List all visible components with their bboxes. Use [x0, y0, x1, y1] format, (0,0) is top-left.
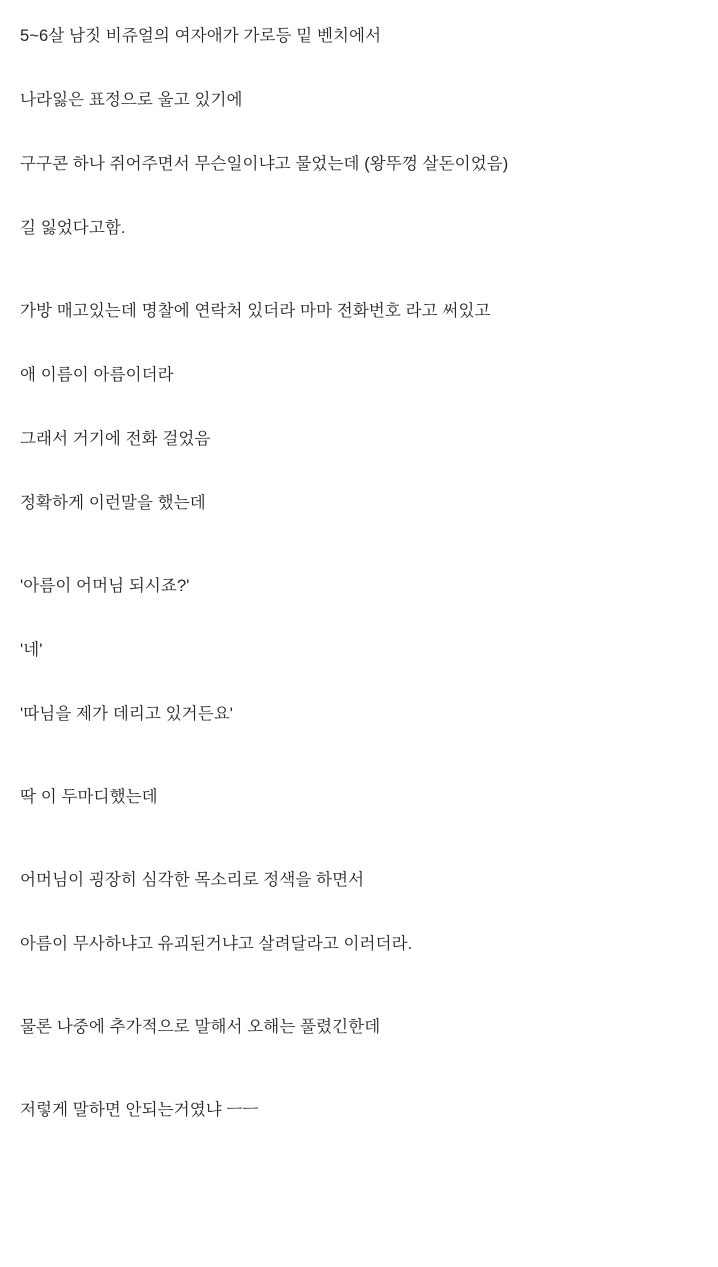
text-line: '아름이 어머님 되시죠?' [20, 577, 190, 595]
line-spacer [20, 322, 698, 365]
line-spacer [20, 1038, 698, 1100]
line-spacer [20, 661, 698, 704]
line-spacer [20, 175, 698, 218]
text-line: 5~6살 남짓 비쥬얼의 여자애가 가로등 밑 벤치에서 [20, 27, 382, 45]
line-spacer [20, 386, 698, 429]
text-line: 그래서 거기에 전화 걸었음 [20, 430, 211, 448]
line-spacer [20, 597, 698, 640]
line-spacer [20, 808, 698, 870]
line-spacer [20, 239, 698, 301]
post-body [20, 26, 698, 1121]
text-line: 딱 이 두마디했는데 [20, 788, 158, 806]
line-spacer [20, 955, 698, 1017]
text-line: 가방 매고있는데 명찰에 연락처 있더라 마마 전화번호 라고 써있고 [20, 302, 491, 320]
text-line: '따님을 제가 데리고 있거든요' [20, 705, 234, 723]
text-line: 구구콘 하나 쥐어주면서 무슨일이냐고 물었는데 (왕뚜껑 살돈이었음) [20, 155, 509, 173]
text-line: '네' [20, 641, 43, 659]
line-spacer [20, 514, 698, 576]
text-line: 애 이름이 아름이더라 [20, 366, 174, 384]
line-spacer [20, 891, 698, 934]
text-line: 물론 나중에 추가적으로 말해서 오해는 풀렸긴한데 [20, 1018, 381, 1036]
line-spacer [20, 450, 698, 493]
text-line: 나라잃은 표정으로 울고 있기에 [20, 91, 243, 109]
text-line: 저렇게 말하면 안되는거였냐 ㅡㅡ [20, 1101, 259, 1119]
text-line: 정확하게 이런말을 했는데 [20, 494, 206, 512]
text-line: 길 잃었다고함. [20, 219, 126, 237]
line-spacer [20, 725, 698, 787]
text-line: 어머님이 굉장히 심각한 목소리로 정색을 하면서 [20, 871, 365, 889]
line-spacer [20, 47, 698, 90]
text-line: 아름이 무사하냐고 유괴된거냐고 살려달라고 이러더라. [20, 935, 413, 953]
line-spacer [20, 111, 698, 154]
